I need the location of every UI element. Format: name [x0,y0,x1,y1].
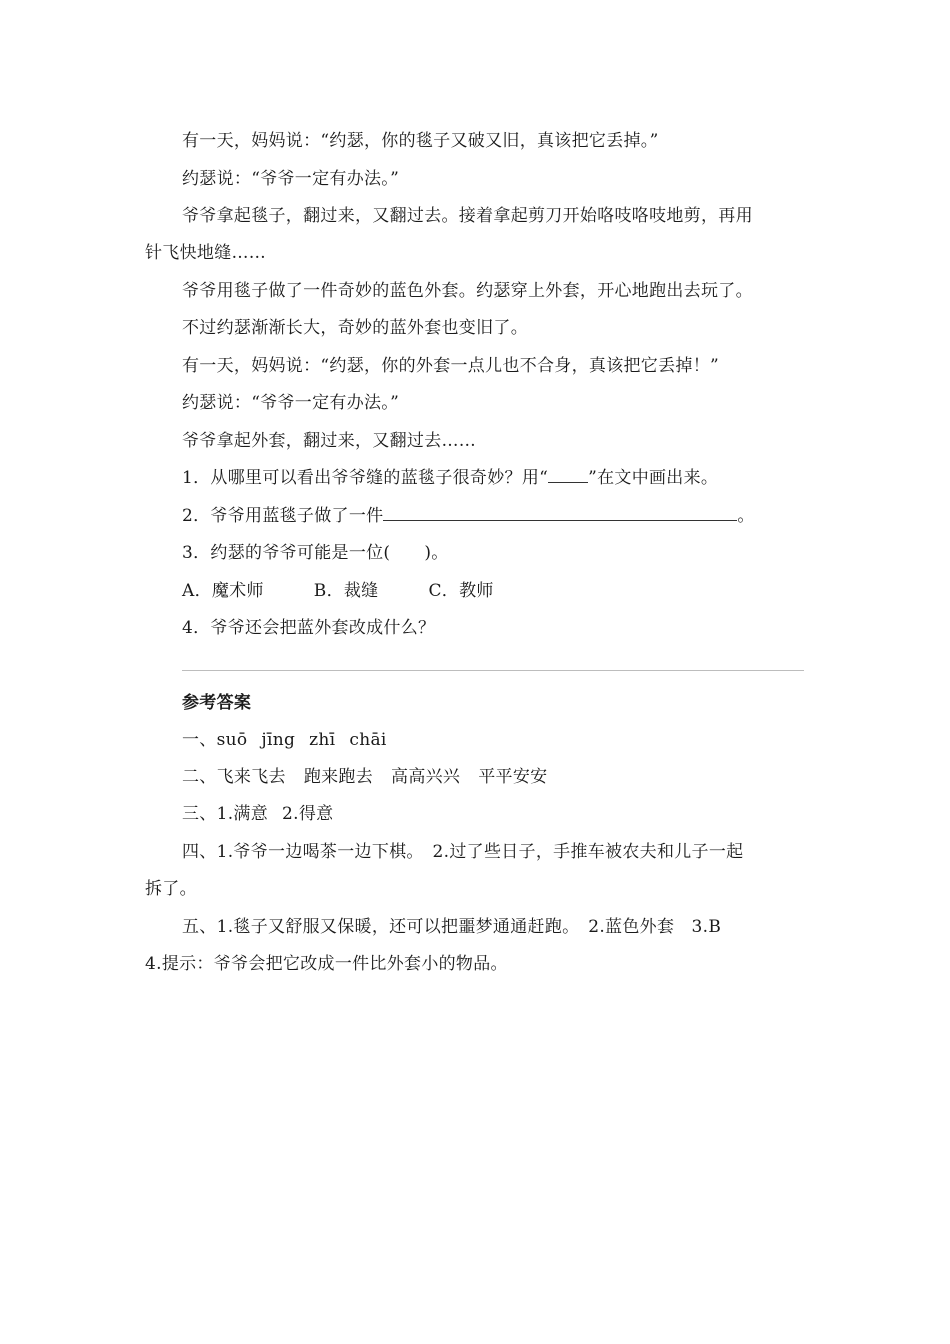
question-3-text-before: 3．约瑟的爷爷可能是一位( [182,543,391,563]
answer-4-line-1: 四、1.爷爷一边喝茶一边下棋。 2.过了些日子，手推车被农夫和儿子一起 [182,842,744,862]
answer-1-item-2: jīng [261,730,296,750]
answer-1-item-1: suō [216,730,248,750]
answer-2-item-3: 高高兴兴 [391,767,461,787]
answer-1-item-3: zhī [309,730,336,750]
question-1-blank [548,468,588,483]
answer-5-line-2: 4.提示：爷爷会把它改成一件比外套小的物品。 [145,954,508,974]
question-2 [182,505,755,527]
answer-2 [182,766,547,788]
answer-3 [182,803,333,825]
question-3-text-after: )。 [424,543,449,563]
option-c: C．教师 [428,581,494,601]
story-paragraph-8: 爷爷拿起外套，翻过来，又翻过去…… [182,431,477,451]
question-1-text-after: ”在文中画出来。 [588,468,719,488]
question-3-options [182,580,494,602]
answer-1-item-4: chāi [349,730,387,750]
answer-1-label: 一、 [182,730,217,750]
answer-2-item-1: 飞来飞去 [216,767,286,787]
story-paragraph-2: 约瑟说：“爷爷一定有办法。” [182,169,400,189]
story-paragraph-4: 爷爷用毯子做了一件奇妙的蓝色外套。约瑟穿上外套，开心地跑出去玩了。 [182,281,753,301]
question-1-text-before: 1．从哪里可以看出爷爷缝的蓝毯子很奇妙？用“ [182,468,549,488]
question-2-blank [383,506,737,521]
story-paragraph-6: 有一天，妈妈说：“约瑟，你的外套一点儿也不合身，真该把它丢掉！” [182,356,719,376]
option-a: A．魔术师 [182,581,264,601]
question-2-text-after: 。 [737,506,755,526]
answer-4-line-2: 拆了。 [145,879,197,899]
question-3 [182,542,449,564]
option-b: B．裁缝 [313,581,379,601]
story-paragraph-5: 不过约瑟渐渐长大，奇妙的蓝外套也变旧了。 [182,318,528,338]
story-paragraph-3-line-1: 爷爷拿起毯子，翻过来，又翻过去。接着拿起剪刀开始咯吱咯吱地剪，再用 [182,206,753,226]
section-divider [182,670,804,671]
story-paragraph-7: 约瑟说：“爷爷一定有办法。” [182,393,400,413]
answer-2-item-2: 跑来跑去 [303,767,374,787]
answers-heading: 参考答案 [182,693,252,713]
answer-2-label: 二、 [182,767,217,787]
answer-5-line-1: 五、1.毯子又舒服又保暖，还可以把噩梦通通赶跑。 2.蓝色外套 3.B [182,917,722,937]
answer-3-label: 三、 [182,804,217,824]
question-1 [182,467,718,489]
answer-3-item-2: 2.得意 [282,804,334,824]
story-paragraph-1: 有一天，妈妈说：“约瑟，你的毯子又破又旧，真该把它丢掉。” [182,131,659,151]
story-paragraph-3-line-2: 针飞快地缝…… [145,243,267,263]
answer-1 [182,729,387,751]
answer-2-item-4: 平平安安 [478,767,548,787]
answer-3-item-1: 1.满意 [216,804,269,824]
question-4: 4．爷爷还会把蓝外套改成什么？ [182,618,436,638]
question-2-text-before: 2．爷爷用蓝毯子做了一件 [182,506,384,526]
